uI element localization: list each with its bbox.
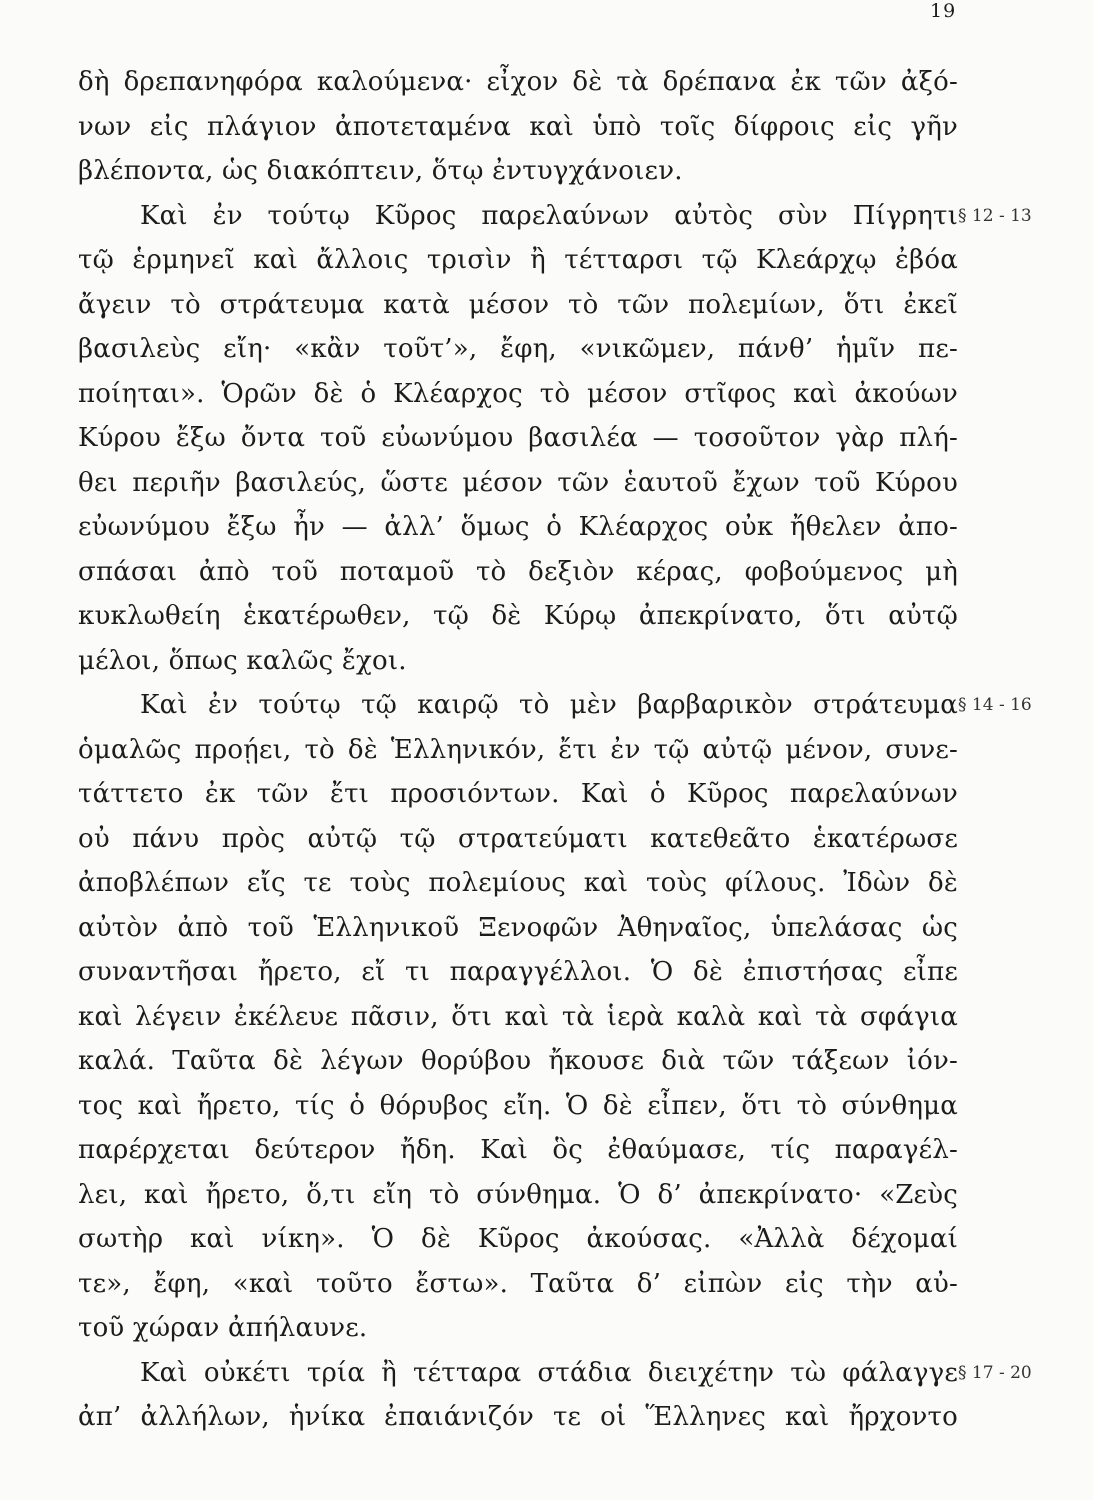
text-line: σωτὴρ καὶ νίκη». Ὁ δὲ Κῦρος ἀκούσας. «Ἀλλὰ δέχομαί bbox=[78, 1224, 958, 1254]
text-line: θει περιῆν βασιλεύς, ὥστε μέσον τῶν ἑαυτοῦ ἔχων τοῦ Κύρου bbox=[78, 467, 958, 498]
paragraph-start-line: Καὶ ἐν τούτῳ Κῦρος παρελαύνων αὐτὸς σὺν Πίγρητι bbox=[140, 200, 958, 231]
text-line: Κύρου ἔξω ὄντα τοῦ εὐωνύμου βασιλέα — τοσοῦτον γὰρ πλή- bbox=[78, 423, 958, 453]
text-line: παρέρχεται δεύτερον ἤδη. Καὶ ὃς ἐθαύμασε, τίς παραγέλ- bbox=[78, 1135, 958, 1165]
text-line: ἀποβλέπων εἴς τε τοὺς πολεμίους καὶ τοὺς φίλους. Ἰδὼν δὲ bbox=[78, 868, 958, 898]
text-line: αὐτὸν ἀπὸ τοῦ Ἑλληνικοῦ Ξενοφῶν Ἀθηναῖος, ὑπελάσας ὡς bbox=[78, 912, 958, 943]
text-line: τάττετο ἐκ τῶν ἔτι προσιόντων. Καὶ ὁ Κῦρος παρελαύνων bbox=[78, 779, 958, 809]
section-reference: § 12 - 13 bbox=[958, 205, 1032, 226]
section-reference: § 14 - 16 bbox=[958, 695, 1032, 715]
text-line: τος καὶ ἤρετο, τίς ὁ θόρυβος εἴη. Ὁ δὲ εἶπεν, ὅτι τὸ σύνθημα bbox=[78, 1090, 958, 1121]
text-line: ὁμαλῶς προῄει, τὸ δὲ Ἑλληνικόν, ἔτι ἐν τῷ αὐτῷ μένον, συνε- bbox=[78, 734, 958, 765]
text-line: ἄγειν τὸ στράτευμα κατὰ μέσον τὸ τῶν πολεμίων, ὅτι ἐκεῖ bbox=[78, 289, 958, 320]
text-line: μέλοι, ὅπως καλῶς ἔχοι. bbox=[78, 645, 407, 676]
text-line: βασιλεὺς εἴη· «κἂν τοῦτ’», ἔφη, «νικῶμεν, πάνθ’ ἡμῖν πε- bbox=[78, 334, 958, 364]
text-body bbox=[78, 60, 1032, 1440]
text-line: οὐ πάνυ πρὸς αὐτῷ τῷ στρατεύματι κατεθεᾶτο ἑκατέρωσε bbox=[78, 823, 958, 854]
text-line: εὐωνύμου ἔξω ἦν — ἀλλ’ ὅμως ὁ Κλέαρχος οὐκ ἤθελεν ἀπο- bbox=[78, 512, 958, 542]
text-line: βλέποντα, ὡς διακόπτειν, ὅτῳ ἐντυγχάνοιεν. bbox=[78, 156, 683, 186]
text-line: τοῦ χώραν ἀπήλαυνε. bbox=[78, 1313, 368, 1343]
text-line: ἀπ’ ἀλλήλων, ἡνίκα ἐπαιάνιζόν τε οἱ Ἕλληνες καὶ ἤρχοντο bbox=[78, 1402, 958, 1432]
text-line: σπάσαι ἀπὸ τοῦ ποταμοῦ τὸ δεξιὸν κέρας, φοβούμενος μὴ bbox=[78, 556, 958, 587]
text-line: κυκλωθείη ἑκατέρωθεν, τῷ δὲ Κύρῳ ἀπεκρίνατο, ὅτι αὐτῷ bbox=[78, 601, 958, 631]
section-reference: § 17 - 20 bbox=[958, 1362, 1032, 1383]
text-line: καλά. Ταῦτα δὲ λέγων θορύβου ἤκουσε διὰ τῶν τάξεων ἰόν- bbox=[78, 1046, 958, 1076]
text-line: συναντῆσαι ἤρετο, εἴ τι παραγγέλλοι. Ὁ δὲ ἐπιστήσας εἶπε bbox=[78, 957, 958, 987]
paragraph-start-line: Καὶ ἐν τούτῳ τῷ καιρῷ τὸ μὲν βαρβαρικὸν στράτευμα bbox=[140, 690, 958, 720]
text-line: τε», ἔφη, «καὶ τοῦτο ἔστω». Ταῦτα δ’ εἰπὼν εἰς τὴν αὐ- bbox=[78, 1268, 958, 1299]
text-line: ποίηται». Ὁρῶν δὲ ὁ Κλέαρχος τὸ μέσον στῖφος καὶ ἀκούων bbox=[78, 378, 958, 409]
text-line: καὶ λέγειν ἐκέλευε πᾶσιν, ὅτι καὶ τὰ ἱερὰ καλὰ καὶ τὰ σφάγια bbox=[78, 1001, 958, 1032]
paragraph-start-line: Καὶ οὐκέτι τρία ἢ τέτταρα στάδια διειχέτην τὼ φάλαγγε bbox=[140, 1357, 958, 1388]
page-number: 19 bbox=[930, 0, 957, 22]
text-line: λει, καὶ ἤρετο, ὅ,τι εἴη τὸ σύνθημα. Ὁ δ’ ἀπεκρίνατο· «Ζεὺς bbox=[78, 1179, 958, 1210]
text-line: νων εἰς πλάγιον ἀποτεταμένα καὶ ὑπὸ τοῖς δίφροις εἰς γῆν bbox=[78, 111, 958, 142]
text-line: τῷ ἑρμηνεῖ καὶ ἄλλοις τρισὶν ἢ τέτταρσι τῷ Κλεάρχῳ ἐβόα bbox=[78, 245, 958, 275]
text-line: δὴ δρεπανηφόρα καλούμενα· εἶχον δὲ τὰ δρέπανα ἐκ τῶν ἀξό- bbox=[78, 67, 958, 97]
